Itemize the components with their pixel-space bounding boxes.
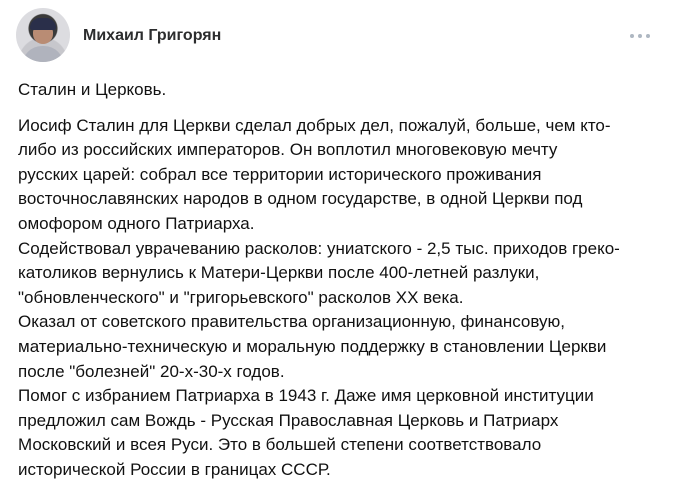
more-dot — [638, 34, 642, 38]
author-name[interactable]: Михаил Григорян — [83, 27, 222, 44]
post-title: Сталин и Церковь. — [18, 80, 167, 99]
more-horizontal-icon[interactable] — [627, 28, 653, 44]
post-header — [0, 0, 673, 70]
post-body — [18, 78, 658, 483]
post-text: Иосиф Сталин для Церкви сделал добрых дел, пожалуй, больше, чем кто- либо из российских императоров. Он воплотил многовековую мечту русских царей: собрал все территории исторического проживания восточнославянских народов в одном государстве, в одной Церкви под омофором одного Патриарха. Содействовал уврачеванию расколов: униатского - 2,5 тыс. приходов греко- католиков вернулись к Матери-Церкви после 400-летней разлуки, "обновленческого" и "григорьевского" расколов XX века. Оказал от советского правительства организационную, финансовую, материально-техническую и моральную поддержку в становлении Церкви после "болезней" 20-х-30-х годов. Помог с избранием Патриарха в 1943 г. Даже имя церковной институции предложил сам Вождь - Русская Православная Церковь и Патриарх Московский и всея Руси. Это в большей степени соответствовало исторической России в границах СССР. — [18, 115, 620, 479]
more-dot — [630, 34, 634, 38]
avatar-face — [33, 28, 53, 44]
avatar-cap — [30, 18, 56, 30]
more-dot — [646, 34, 650, 38]
author-avatar[interactable] — [16, 8, 70, 62]
avatar-shirt — [22, 46, 64, 62]
